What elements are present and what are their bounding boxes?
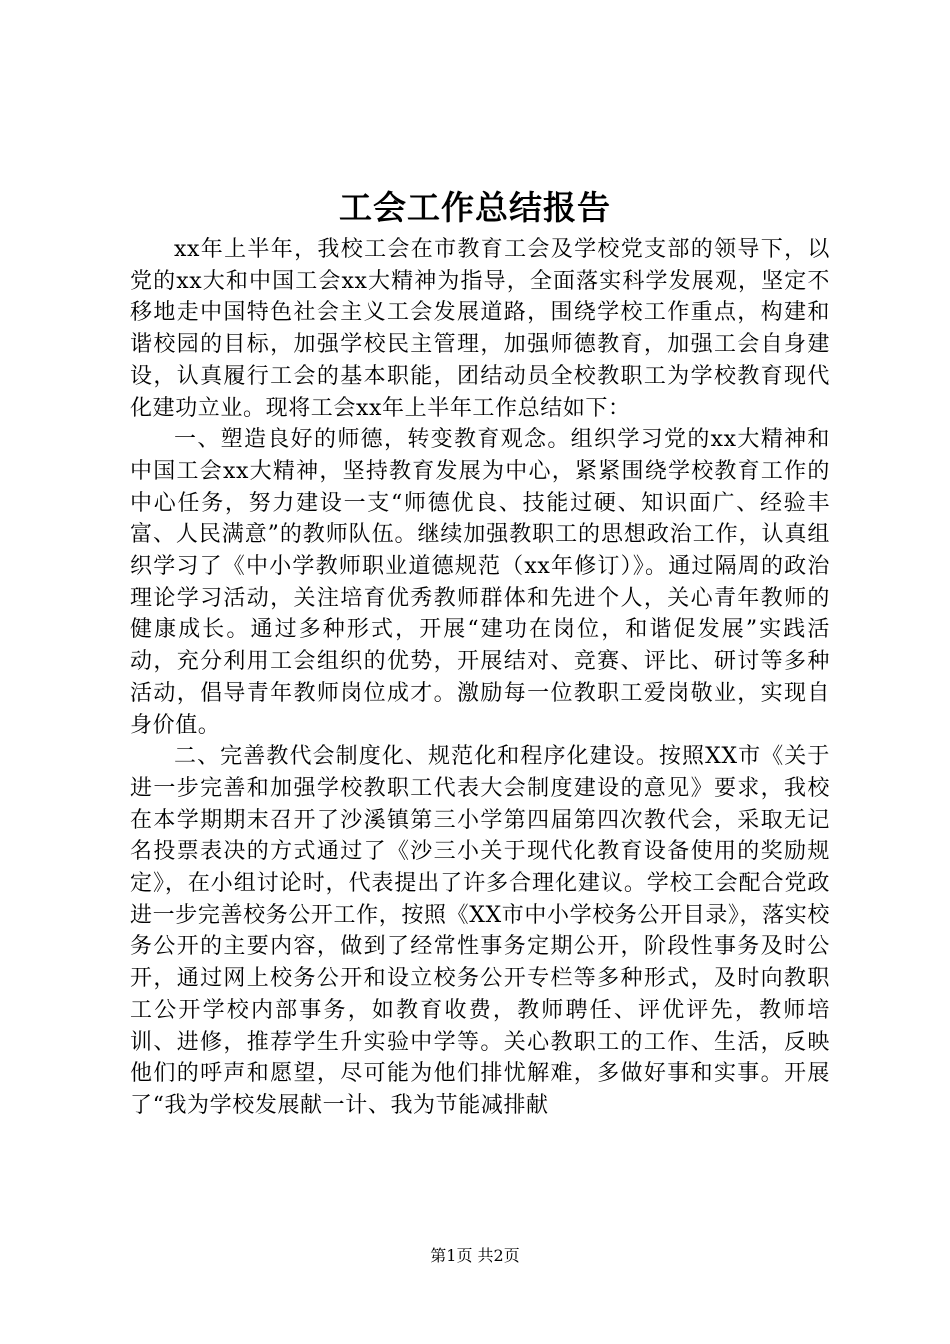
page-number-footer: 第1页 共2页 bbox=[430, 1246, 520, 1265]
paragraph-section-2: 二、完善教代会制度化、规范化和程序化建设。按照XX市《关于进一步完善和加强学校教职工代表大会制度建设的意见》要求，我校在本学期期末召开了沙溪镇第三小学第四届第四次教代会，采取无记名投票表决的方式通过了《沙三小关于现代化教育设备使用的奖励规定》，在小组讨论时，代表提出了许多合理化建议。学校工会配合党政进一步完善校务公开工作，按照《XX市中小学校务公开目录》，落实校务公开的主要内容，做到了经常性事务定期公开，阶段性事务及时公开，通过网上校务公开和设立校务公开专栏等多种形式，及时向教职工公开学校内部事务，如教育收费，教师聘任、评优评先，教师培训、进修，推荐学生升实验中学等。关心教职工的工作、生活，反映他们的呼声和愿望，尽可能为他们排忧解难，多做好事和实事。开展了“我为学校发展献一计、我为节能减排献 bbox=[130, 744, 830, 1118]
paragraph-intro: xx年上半年，我校工会在市教育工会及学校党支部的领导下，以党的xx大和中国工会xx大精神为指导，全面落实科学发展观，坚定不移地走中国特色社会主义工会发展道路，围绕学校工作重点，构建和谐校园的目标，加强学校民主管理，加强师德教育，加强工会自身建设，认真履行工会的基本职能，团结动员全校教职工为学校教育现代化建功立业。现将工会xx年上半年工作总结如下： bbox=[130, 237, 830, 421]
document-title: 工会工作总结报告 bbox=[339, 188, 611, 227]
document-body bbox=[130, 234, 830, 1122]
paragraph-section-1: 一、塑造良好的师德，转变教育观念。组织学习党的xx大精神和中国工会xx大精神，坚持教育发展为中心，紧紧围绕学校教育工作的中心任务，努力建设一支“师德优良、技能过硬、知识面广、经验丰富、人民满意”的教师队伍。继续加强教职工的思想政治工作，认真组织学习了《中小学教师职业道德规范（xx年修订）》。通过隔周的政治理论学习活动，关注培育优秀教师群体和先进个人，关心青年教师的健康成长。通过多种形式，开展“建功在岗位，和谐促发展”实践活动，充分利用工会组织的优势，开展结对、竞赛、评比、研讨等多种活动，倡导青年教师岗位成才。激励每一位教职工爱岗敬业，实现自身价值。 bbox=[130, 427, 830, 738]
